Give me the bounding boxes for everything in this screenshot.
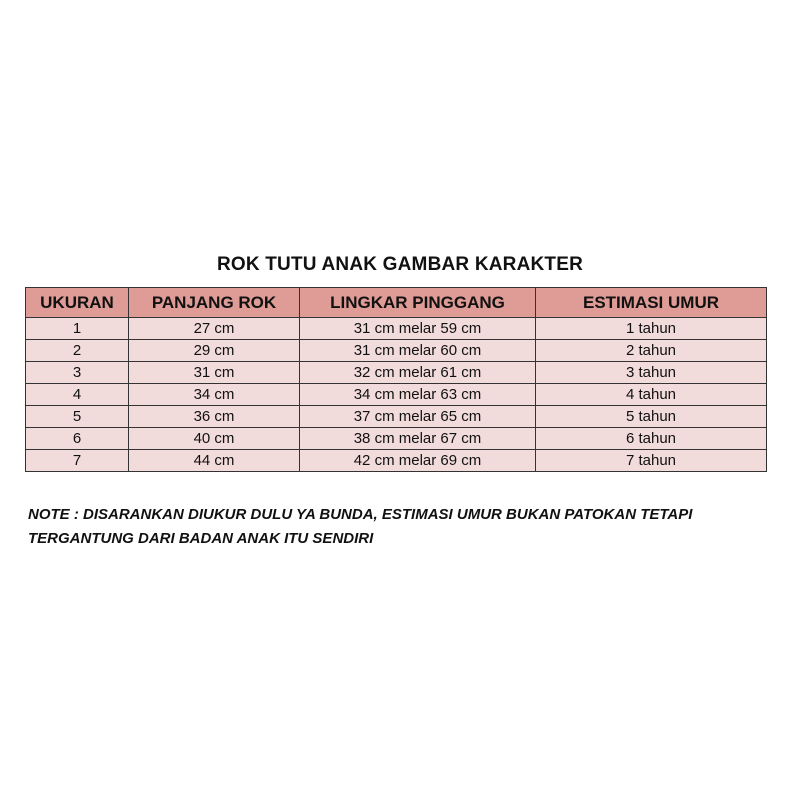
header-lingkar-pinggang: LINGKAR PINGGANG	[300, 288, 536, 318]
cell-estimasi-umur: 5 tahun	[536, 406, 767, 428]
cell-lingkar-pinggang: 42 cm melar 69 cm	[300, 450, 536, 472]
cell-lingkar-pinggang: 34 cm melar 63 cm	[300, 384, 536, 406]
table-row	[26, 406, 767, 428]
cell-ukuran: 3	[26, 362, 129, 384]
cell-estimasi-umur: 2 tahun	[536, 340, 767, 362]
size-note	[28, 503, 778, 551]
cell-estimasi-umur: 6 tahun	[536, 428, 767, 450]
cell-panjang-rok: 44 cm	[129, 450, 300, 472]
cell-estimasi-umur: 3 tahun	[536, 362, 767, 384]
cell-ukuran: 5	[26, 406, 129, 428]
cell-panjang-rok: 40 cm	[129, 428, 300, 450]
cell-lingkar-pinggang: 31 cm melar 60 cm	[300, 340, 536, 362]
cell-lingkar-pinggang: 37 cm melar 65 cm	[300, 406, 536, 428]
cell-lingkar-pinggang: 32 cm melar 61 cm	[300, 362, 536, 384]
cell-ukuran: 4	[26, 384, 129, 406]
page-title: ROK TUTU ANAK GAMBAR KARAKTER	[216, 254, 584, 275]
cell-ukuran: 1	[26, 318, 129, 340]
table-row	[26, 384, 767, 406]
cell-panjang-rok: 29 cm	[129, 340, 300, 362]
header-estimasi-umur: ESTIMASI UMUR	[536, 288, 767, 318]
header-ukuran: UKURAN	[26, 288, 129, 318]
table-row	[26, 340, 767, 362]
size-table	[25, 287, 767, 472]
table-row	[26, 362, 767, 384]
cell-ukuran: 6	[26, 428, 129, 450]
header-panjang-rok: PANJANG ROK	[129, 288, 300, 318]
table-row	[26, 428, 767, 450]
cell-ukuran: 2	[26, 340, 129, 362]
cell-lingkar-pinggang: 31 cm melar 59 cm	[300, 318, 536, 340]
cell-ukuran: 7	[26, 450, 129, 472]
cell-panjang-rok: 27 cm	[129, 318, 300, 340]
note-line-2: TERGANTUNG DARI BADAN ANAK ITU SENDIRI	[28, 530, 374, 547]
cell-estimasi-umur: 1 tahun	[536, 318, 767, 340]
cell-panjang-rok: 34 cm	[129, 384, 300, 406]
cell-lingkar-pinggang: 38 cm melar 67 cm	[300, 428, 536, 450]
table-row	[26, 318, 767, 340]
table-header-row	[26, 288, 767, 318]
cell-panjang-rok: 36 cm	[129, 406, 300, 428]
cell-panjang-rok: 31 cm	[129, 362, 300, 384]
note-line-1: NOTE : DISARANKAN DIUKUR DULU YA BUNDA, ESTIMASI UMUR BUKAN PATOKAN TETAPI	[28, 506, 693, 523]
cell-estimasi-umur: 7 tahun	[536, 450, 767, 472]
table-row	[26, 450, 767, 472]
cell-estimasi-umur: 4 tahun	[536, 384, 767, 406]
